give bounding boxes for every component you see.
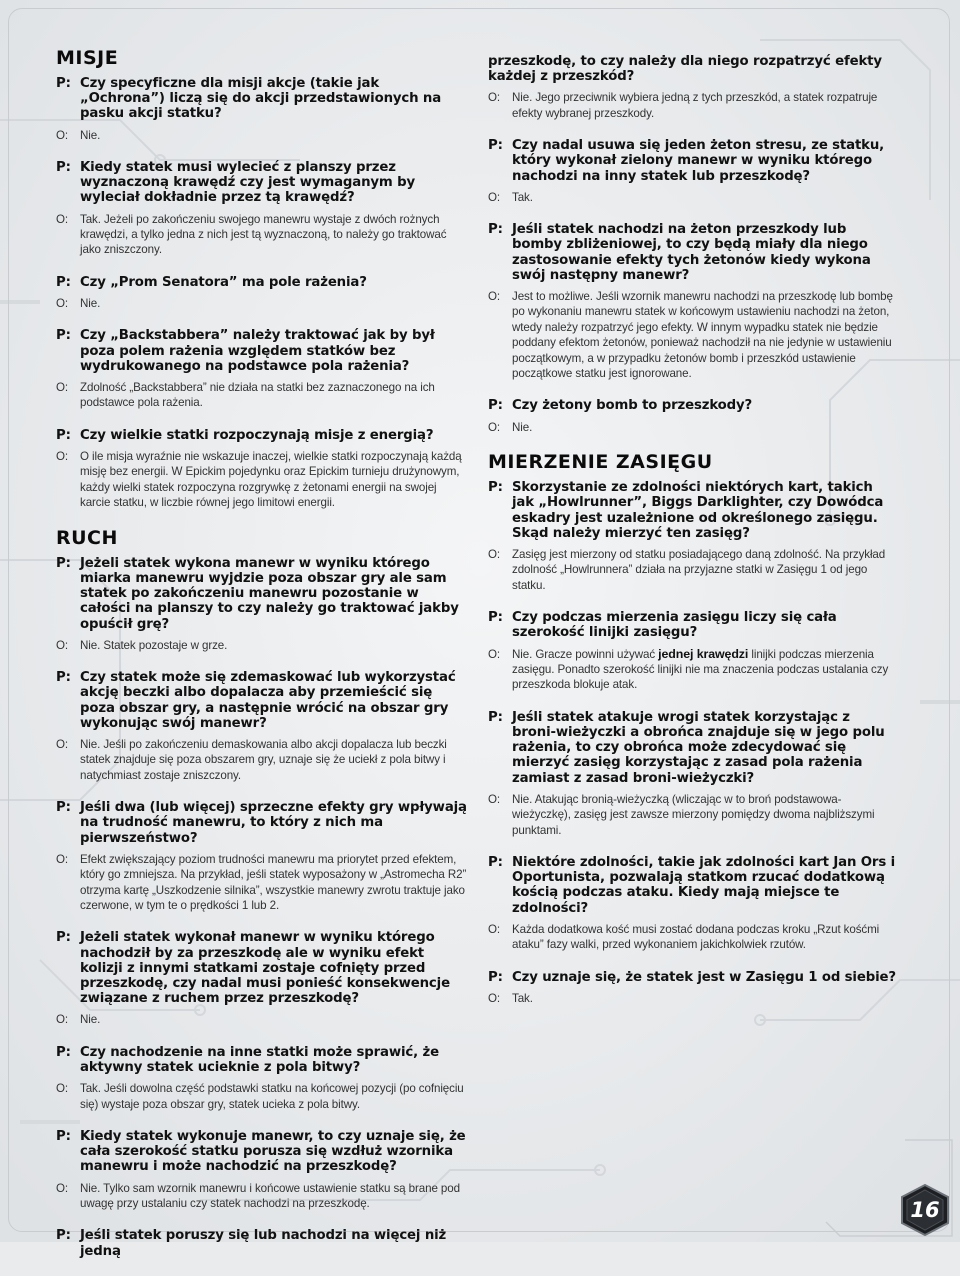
question-text: Jeśli statek poruszy się lub nachodzi na więcej niż jedną	[80, 1228, 447, 1259]
answer-label: O:	[56, 852, 69, 866]
question-label: P:	[56, 274, 71, 290]
question-text: Czy podczas mierzenia zasięgu liczy się cała szerokość linijki zasięgu?	[512, 610, 837, 641]
answer-text	[512, 647, 898, 693]
answer-text: O ile misja wyraźnie nie wskazuje inaczej, wielkie statki rozpoczynają każdą misję bez energii. W Epickim pojedynku oraz Epickim turnieju drużynowym, każdy wielki statek rozpoczyna rozgrywkę z żetonami energii na swojej karcie statku, w liczbie równej jego limitowi energii.	[80, 450, 462, 510]
answer-text: Każda dodatkowa kość musi zostać dodana podczas kroku „Rzut kośćmi ataku” fazy walki, przed wykonaniem jakichkolwiek rzutów.	[512, 922, 880, 952]
qa-item	[56, 1129, 468, 1211]
qa-item	[56, 1228, 468, 1258]
question-text: Czy specyficzne dla misji akcje (takie jak „Ochrona”) liczą się do akcji przedstawionych na pasku akcji statku?	[80, 76, 442, 122]
qa-item	[56, 328, 468, 410]
qa-item	[488, 138, 898, 205]
qa-item	[56, 275, 468, 312]
question-text: Skorzystanie ze zdolności niektórych kart, takich jak „Howlrunner”, Biggs Darklighter, czy Dowódca eskadry jest uzależnione od określonego zasięgu. Skąd należy mierzyć ten zasięg?	[512, 480, 884, 541]
answer-text: Zasięg jest mierzony od statku posiadającego daną zdolność. Na przykład zdolność „Howlrunnera” działa na przyjazne statki w Zasięgu 1 od jego statku.	[512, 547, 886, 592]
qa-item	[56, 556, 468, 653]
question-label: P:	[488, 398, 503, 414]
question-text: Niektóre zdolności, takie jak zdolności kart Jan Ors i Oportunista, pozwalają statkom rzucać dodatkową kością podczas ataku. Kiedy mają miejsce te zdolności?	[512, 854, 895, 916]
question-label: P:	[56, 800, 71, 816]
answer-label: O:	[488, 91, 501, 105]
question-label: P:	[488, 969, 503, 985]
answer-text: Tak.	[512, 991, 533, 1005]
qa-item	[488, 855, 898, 953]
question-label: P:	[56, 160, 71, 176]
question-label: P:	[56, 930, 71, 946]
question-text: Jeśli statek nachodzi na żeton przeszkody lub bomby zbliżeniowej, to czy będą miały dla niego zastosowanie efekty tych żetonów kiedy wykona swój następny manewr?	[512, 222, 871, 283]
question-label: P:	[56, 76, 71, 91]
question-text: Jeśli statek atakuje wrogi statek korzystając z broni-wieżyczki a obrońca znajduje się w jego polu rażenia, to czy obrońca może zdecydować się mierzyć zasięg korzystając z zasad pola rażenia zamiast z zasad broni-wieżyczki?	[512, 709, 885, 786]
section-ruch	[56, 528, 468, 1259]
section-misje	[56, 48, 468, 511]
answer-label: O:	[488, 290, 501, 304]
qa-item	[56, 930, 468, 1027]
answer-label: O:	[56, 737, 69, 751]
answer-text: Jest to możliwe. Jeśli wzornik manewru nachodzi na przeszkodę lub bombę po wykonaniu manewru statek w końcowym ustawieniu nachodzi na żeton, wtedy należy rozpatrzyć jego efekty. W innym wypadku statek nie będzie poddany efektom żetonów, ponieważ nachodził na nie jedynie w ustawieniu początkowym, a w przypadku żetonów bomb i przeszkód ustawienie początkowe statku jest ignorowane.	[512, 290, 893, 381]
qa-item	[56, 428, 468, 511]
answer-text: Tak.	[512, 190, 533, 204]
answer-label: O:	[56, 297, 69, 311]
answer-text: Nie. Jeśli po zakończeniu demaskowania albo akcji dopalacza lub beczki statek znajduje się poza obszarem gry, uznaje się że uciekł z pola bitwy i natychmiast zostaje zniszczony.	[80, 737, 447, 782]
question-text: Czy uznaje się, że statek jest w Zasięgu 1 od siebie?	[512, 969, 896, 985]
question-text: Czy nachodzenie na inne statki może sprawić, że aktywny statek ucieknie z pola bitwy?	[80, 1044, 439, 1076]
question-continuation: przeszkodę, to czy należy dla niego rozpatrzyć efekty każdej z przeszkód?	[488, 54, 882, 85]
answer-label: O:	[488, 792, 501, 806]
question-label: P:	[488, 709, 503, 725]
qa-item	[488, 222, 898, 381]
left-column	[56, 48, 468, 1276]
question-label: P:	[488, 854, 503, 870]
answer-label: O:	[56, 212, 69, 226]
question-label: P:	[488, 138, 503, 154]
answer-text: Zdolność „Backstabbera” nie działa na statki bez zaznaczonego na ich podstawce pola rażenia.	[80, 381, 435, 410]
qa-item	[56, 76, 468, 143]
question-text: Kiedy statek wykonuje manewr, to czy uznaje się, że cała szerokość statku porusza się wzdłuż wzornika manewru i może nachodzić na przeszkodę?	[80, 1129, 466, 1175]
question-text: Jeśli dwa (lub więcej) sprzeczne efekty gry wpływają na trudność manewru, to który z nich ma pierwszeństwo?	[80, 800, 467, 846]
question-label: P:	[56, 427, 71, 443]
question-text: Czy wielkie statki rozpoczynają misje z energią?	[80, 427, 434, 443]
answer-label: O:	[56, 381, 69, 395]
qa-item	[56, 800, 468, 913]
qa-item	[56, 160, 468, 258]
answer-text: Nie. Atakując bronią-wieżyczką (wliczając w to broń podstawowa-wieżyczkę), zasięg jest zawsze mierzony pomiędzy dwoma najbliższymi punktami.	[512, 792, 875, 837]
answer-label: O:	[56, 1181, 69, 1195]
qa-item	[488, 480, 898, 593]
answer-text: Nie.	[80, 1013, 101, 1027]
page-number-badge	[898, 1183, 952, 1237]
question-text: Czy „Backstabbera” należy traktować jak by był poza polem rażenia względem statków bez wydrukowanego na podstawce pola rażenia?	[80, 328, 435, 374]
question-label: P:	[56, 1129, 71, 1145]
answer-label: O:	[488, 420, 501, 434]
question-label: P:	[488, 480, 503, 496]
qa-item	[488, 398, 898, 435]
question-label: P:	[56, 670, 71, 686]
answer-text: Nie. Tylko sam wzornik manewru i końcowe ustawienie statku są brane pod uwagę przy ustalaniu czy statek nachodzi na przeszkodę.	[80, 1181, 460, 1211]
qa-item	[488, 610, 898, 693]
section-title-misje: MISJE	[56, 47, 119, 69]
question-text: Czy nadal usuwa się jeden żeton stresu, ze statku, który wykonał zielony manewr w wyniku którego nachodzi na inny statek lub przeszkodę?	[512, 138, 885, 184]
qa-item	[56, 670, 468, 783]
page-number: 16	[910, 1198, 940, 1222]
answer-label: O:	[488, 647, 501, 661]
question-text: Czy statek może się zdemaskować lub wykorzystać akcję beczki albo dopalacza aby przemieścić się poza obszar gry, a następnie wrócić na obszar gry wykonując swój manewr?	[80, 670, 456, 731]
question-label: P:	[56, 555, 71, 571]
qa-item-continued	[488, 54, 898, 121]
answer-label: O:	[56, 450, 69, 464]
answer-label: O:	[56, 638, 69, 652]
question-text: Jeżeli statek wykonał manewr w wyniku którego nachodził by za przeszkodę ale w wyniku efekt kolizji z innymi statkami zostaje cofnięty przed przeszkodę, czy nadal musi ponieść konsekwencje związane z ruchem przez przeszkodę?	[80, 930, 450, 1007]
answer-text-post: linijki podczas mierzenia zasięgu. Ponadto szerokość linijki nie ma znaczenia podczas ustalania czy przeszkoda blokuje atak.	[512, 647, 889, 692]
answer-text: Tak. Jeżeli po zakończeniu swojego manewru wystaje z dwóch rożnych krawędzi, a tylko jedna z nich jest tą wyznaczoną, to należy go traktować jako zniszczony.	[80, 212, 447, 257]
answer-text: Efekt zwiększający poziom trudności manewru ma priorytet przed efektem, który go zmniejsza. Na przykład, jeśli statek wyposażony w „Astromecha R2” otrzyma kartę „Uszkodzenie silnika”, wszystkie manewry zwrotu traktuje jako czerwone, w tym te o prędkości 1 lub 2.	[80, 852, 467, 912]
answer-label: O:	[488, 190, 501, 204]
question-text: Kiedy statek musi wylecieć z planszy przez wyznaczoną krawędź czy jest wymaganym by wyleciał dokładnie przez tą krawędź?	[80, 160, 415, 206]
answer-label: O:	[56, 1013, 69, 1027]
question-label: P:	[56, 328, 71, 344]
answer-label: O:	[56, 1082, 69, 1096]
answer-label: O:	[488, 922, 501, 936]
answer-label: O:	[488, 991, 501, 1005]
question-label: P:	[488, 222, 503, 238]
answer-text: Nie. Jego przeciwnik wybiera jedną z tych przeszkód, a statek rozpatruje efekty wybranej przeszkody.	[512, 91, 878, 120]
question-text: Jeżeli statek wykona manewr w wyniku którego miarka manewru wyjdzie poza obszar gry ale sam statek po zakończeniu manewru pozostanie w całości na planszy to czy należy go traktować jakby opuścił grę?	[80, 555, 459, 632]
qa-item	[56, 1045, 468, 1112]
answer-text: Nie. Statek pozostaje w grze.	[80, 638, 228, 652]
answer-label: O:	[56, 128, 69, 142]
answer-text: Nie.	[80, 297, 101, 311]
section-title-ruch: RUCH	[56, 526, 118, 549]
question-text: Czy „Prom Senatora” ma pole rażenia?	[80, 274, 367, 290]
answer-text: Tak. Jeśli dowolna część podstawki statku na końcowej pozycji (po cofnięciu się) wystaje poza obszar gry, statek ucieka z pola bitwy.	[80, 1082, 464, 1111]
question-label: P:	[56, 1044, 71, 1060]
section-title-mierzenie-zasiegu: MIERZENIE ZASIĘGU	[488, 451, 713, 474]
qa-item	[488, 710, 898, 838]
answer-label: O:	[488, 547, 501, 561]
question-label: P:	[488, 610, 503, 626]
qa-item	[488, 970, 898, 1007]
answer-text-pre: Nie. Gracze powinni używać	[512, 647, 659, 661]
answer-text: Nie.	[80, 128, 101, 142]
question-text: Czy żetony bomb to przeszkody?	[512, 398, 753, 414]
answer-text-bold: jednej krawędzi	[658, 646, 749, 661]
answer-text: Nie.	[512, 420, 533, 434]
question-label: P:	[56, 1228, 71, 1244]
right-column	[488, 54, 898, 1023]
